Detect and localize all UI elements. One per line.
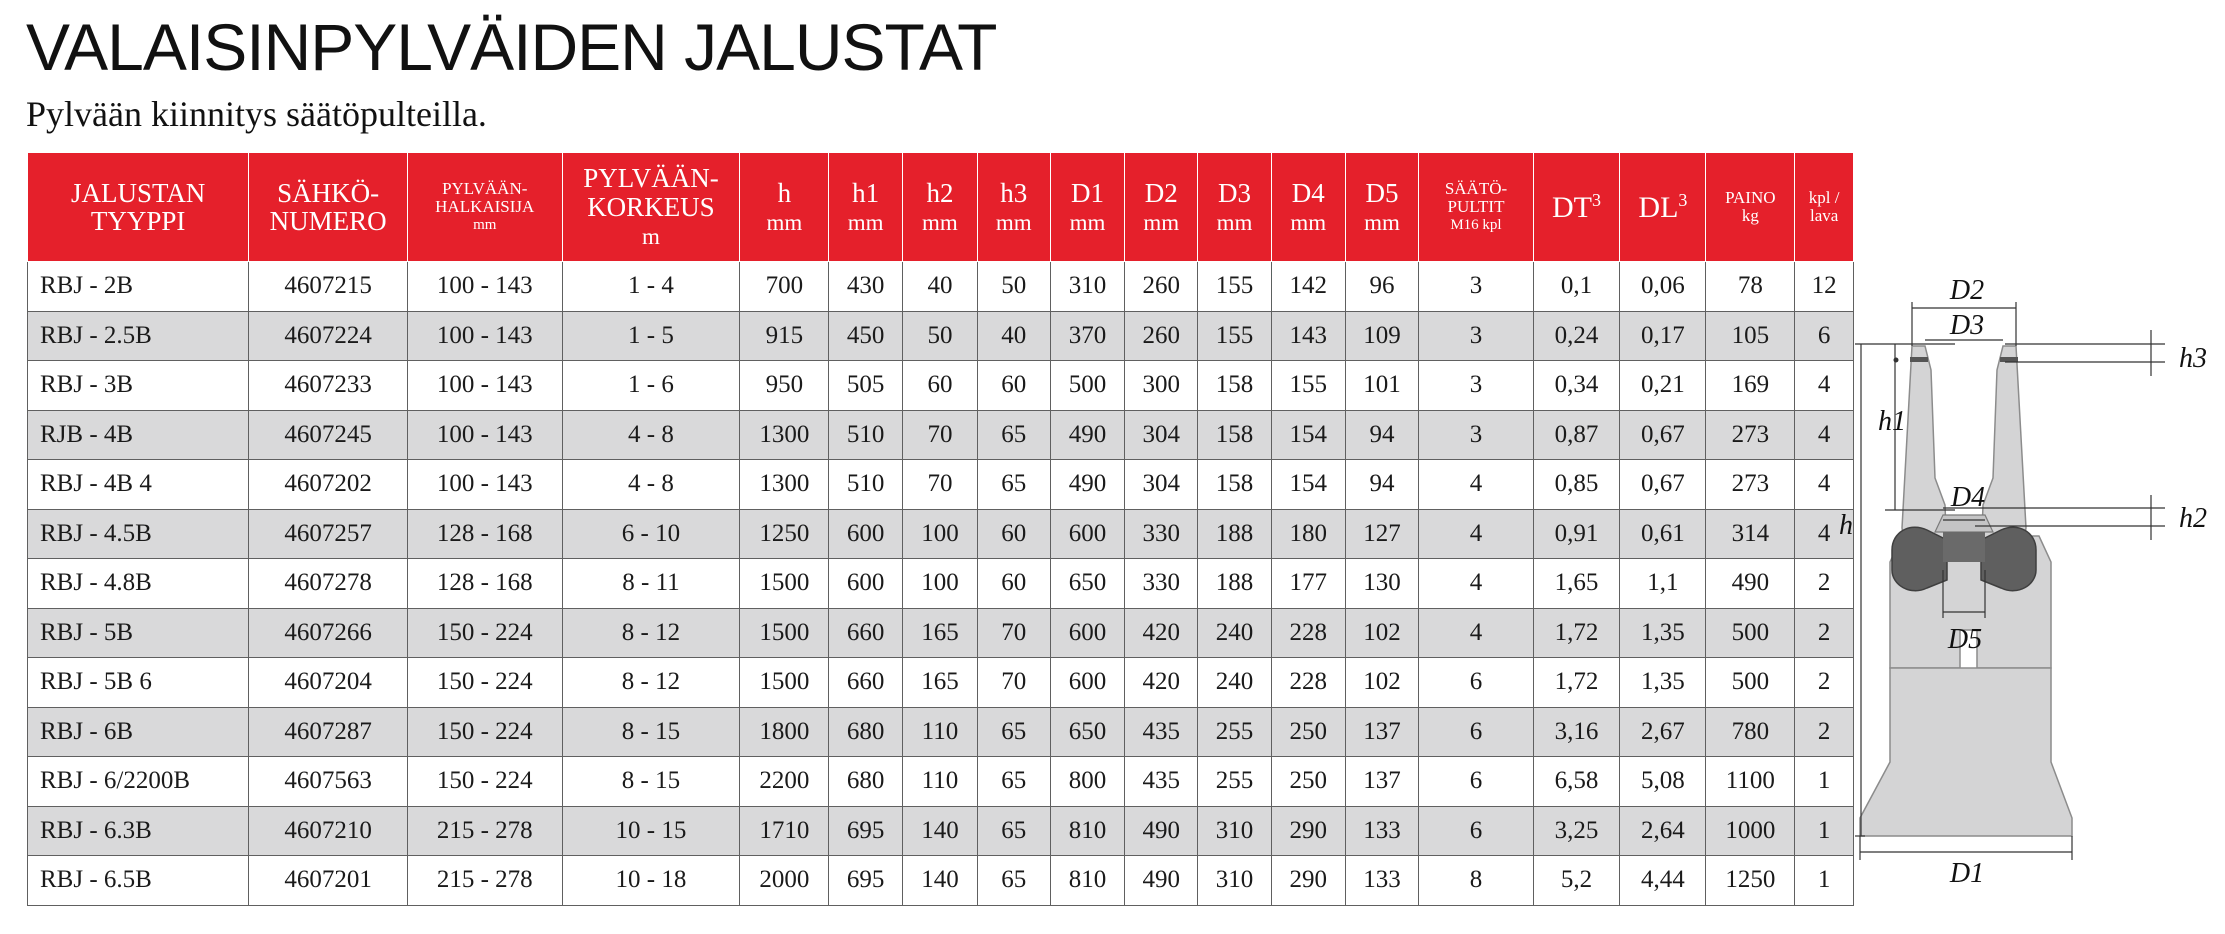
table-cell: 8 - 15 [562,707,740,757]
table-cell: 2 [1795,559,1854,609]
col-header-per-pallet: kpl / lava [1795,153,1854,262]
table-cell: 215 - 278 [407,806,562,856]
table-cell: 142 [1271,262,1345,312]
table-cell: 50 [903,311,978,361]
table-cell: 4 [1419,608,1533,658]
col-header-h3: h3 mm [977,153,1050,262]
table-cell: 1,65 [1533,559,1620,609]
table-cell: 150 - 224 [407,658,562,708]
label-d5: D5 [1947,624,1983,655]
table-cell: 255 [1198,757,1272,807]
table-cell: 2 [1795,608,1854,658]
table-row [28,361,1854,411]
table-cell: 255 [1198,707,1272,757]
table-cell: 0,06 [1620,262,1706,312]
table-cell: 40 [903,262,978,312]
table-header-row [28,153,1854,262]
table-cell: 1 - 6 [562,361,740,411]
table-row [28,509,1854,559]
table-row [28,806,1854,856]
col-header-h1: h1 mm [829,153,903,262]
table-cell: 12 [1795,262,1854,312]
table-cell: 188 [1198,509,1272,559]
table-cell: 140 [903,856,978,906]
table-cell: 1300 [740,460,829,510]
table-cell: 1,72 [1533,658,1620,708]
table-cell: 128 - 168 [407,509,562,559]
table-cell: 4607210 [249,806,408,856]
table-cell: 137 [1345,757,1419,807]
table-cell: 1,72 [1533,608,1620,658]
table-cell: 810 [1050,806,1125,856]
table-row [28,559,1854,609]
cell-type: RBJ - 4B 4 [28,460,249,510]
table-cell: 228 [1271,658,1345,708]
table-cell: 4 - 8 [562,460,740,510]
table-cell: 314 [1706,509,1795,559]
table-row [28,608,1854,658]
table-cell: 4607224 [249,311,408,361]
table-cell: 155 [1271,361,1345,411]
table-cell: 140 [903,806,978,856]
table-cell: 450 [829,311,903,361]
table-cell: 4607278 [249,559,408,609]
table-row [28,460,1854,510]
cell-type: RBJ - 4.8B [28,559,249,609]
table-cell: 150 - 224 [407,707,562,757]
table-cell: 950 [740,361,829,411]
table-cell: 4 [1419,559,1533,609]
table-cell: 100 - 143 [407,361,562,411]
label-d2: D2 [1949,275,1985,306]
table-cell: 70 [903,410,978,460]
table-cell: 3 [1419,262,1533,312]
table-cell: 600 [1050,509,1125,559]
table-cell: 290 [1271,806,1345,856]
rubber-ring-right [1981,527,2036,590]
table-cell: 650 [1050,707,1125,757]
table-cell: 5,08 [1620,757,1706,807]
table-row [28,707,1854,757]
table-cell: 6 [1419,707,1533,757]
table-cell: 0,67 [1620,410,1706,460]
table-cell: 273 [1706,410,1795,460]
table-cell: 310 [1198,856,1272,906]
table-cell: 490 [1706,559,1795,609]
table-cell: 4,44 [1620,856,1706,906]
rubber-ring-center [1943,532,1985,562]
table-cell: 260 [1125,262,1198,312]
table-cell: 10 - 15 [562,806,740,856]
table-cell: 154 [1271,460,1345,510]
table-cell: 4 [1419,460,1533,510]
table-cell: 180 [1271,509,1345,559]
table-cell: 260 [1125,311,1198,361]
table-cell: 0,87 [1533,410,1620,460]
table-cell: 105 [1706,311,1795,361]
table-cell: 4607563 [249,757,408,807]
col-header-bolts: SÄÄTÖ- PULTIT M16 kpl [1419,153,1533,262]
table-cell: 6 [1419,658,1533,708]
table-cell: 5,2 [1533,856,1620,906]
table-cell: 505 [829,361,903,411]
table-cell: 310 [1198,806,1272,856]
table-cell: 420 [1125,658,1198,708]
table-cell: 500 [1706,608,1795,658]
table-row [28,757,1854,807]
table-cell: 133 [1345,806,1419,856]
table-cell: 435 [1125,707,1198,757]
table-cell: 128 - 168 [407,559,562,609]
table-cell: 500 [1050,361,1125,411]
col-header-d1: D1 mm [1050,153,1125,262]
col-header-dt: $DT^3$ [1533,153,1620,262]
table-cell: 490 [1050,410,1125,460]
table-cell: 2000 [740,856,829,906]
table-cell: 10 - 18 [562,856,740,906]
table-cell: 150 - 224 [407,608,562,658]
table-cell: 102 [1345,658,1419,708]
cell-type: RJB - 4B [28,410,249,460]
table-cell: 4 [1795,460,1854,510]
cell-type: RBJ - 5B 6 [28,658,249,708]
table-cell: 1 - 5 [562,311,740,361]
cell-type: RBJ - 4.5B [28,509,249,559]
table-cell: 215 - 278 [407,856,562,906]
label-h2: h2 [2179,503,2207,534]
table-cell: 4 [1419,509,1533,559]
table-cell: 4607266 [249,608,408,658]
table-cell: 1250 [740,509,829,559]
label-d4: D4 [1950,482,1986,513]
table-cell: 435 [1125,757,1198,807]
table-cell: 100 [903,559,978,609]
table-cell: 600 [829,559,903,609]
table-cell: 96 [1345,262,1419,312]
table-cell: 490 [1050,460,1125,510]
table-cell: 150 - 224 [407,757,562,807]
table-cell: 137 [1345,707,1419,757]
table-cell: 94 [1345,460,1419,510]
table-cell: 130 [1345,559,1419,609]
table-cell: 3 [1419,410,1533,460]
table-cell: 228 [1271,608,1345,658]
table-cell: 100 - 143 [407,460,562,510]
table-cell: 8 - 12 [562,658,740,708]
table-cell: 0,61 [1620,509,1706,559]
table-cell: 660 [829,608,903,658]
table-cell: 600 [1050,658,1125,708]
table-cell: 1500 [740,559,829,609]
table-cell: 240 [1198,608,1272,658]
table-cell: 133 [1345,856,1419,906]
table-cell: 155 [1198,311,1272,361]
table-cell: 1710 [740,806,829,856]
label-d1: D1 [1949,858,1985,889]
table-cell: 8 [1419,856,1533,906]
table-cell: 800 [1050,757,1125,807]
table-cell: 60 [903,361,978,411]
col-header-weight: PAINO kg [1706,153,1795,262]
table-cell: 65 [977,410,1050,460]
table-cell: 0,24 [1533,311,1620,361]
table-cell: 2 [1795,707,1854,757]
table-cell: 65 [977,856,1050,906]
table-cell: 0,34 [1533,361,1620,411]
table-cell: 1250 [1706,856,1795,906]
table-cell: 250 [1271,757,1345,807]
table-cell: 65 [977,757,1050,807]
table-cell: 143 [1271,311,1345,361]
col-header-dl: $DL^3$ [1620,153,1706,262]
table-cell: 6 [1419,806,1533,856]
col-header-h: h mm [740,153,829,262]
table-cell: 500 [1706,658,1795,708]
table-cell: 1 [1795,856,1854,906]
table-cell: 6 [1795,311,1854,361]
table-cell: 290 [1271,856,1345,906]
table-cell: 165 [903,608,978,658]
table-cell: 109 [1345,311,1419,361]
table-cell: 0,17 [1620,311,1706,361]
cell-type: RBJ - 6.3B [28,806,249,856]
label-d3: D3 [1949,310,1985,341]
table-cell: 1 - 4 [562,262,740,312]
table-cell: 1,1 [1620,559,1706,609]
table-row [28,410,1854,460]
table-cell: 304 [1125,410,1198,460]
table-cell: 1000 [1706,806,1795,856]
table-cell: 304 [1125,460,1198,510]
table-cell: 330 [1125,509,1198,559]
table-cell: 1300 [740,410,829,460]
table-cell: 3 [1419,311,1533,361]
table-cell: 60 [977,361,1050,411]
table-cell: 2,67 [1620,707,1706,757]
table-cell: 70 [903,460,978,510]
table-cell: 6 - 10 [562,509,740,559]
table-cell: 50 [977,262,1050,312]
page-title: VALAISINPYLVÄIDEN JALUSTAT [26,10,997,84]
cell-type: RBJ - 6/2200B [28,757,249,807]
table-cell: 65 [977,707,1050,757]
cell-type: RBJ - 2B [28,262,249,312]
table-cell: 101 [1345,361,1419,411]
table-cell: 2 [1795,658,1854,708]
table-cell: 154 [1271,410,1345,460]
table-cell: 8 - 15 [562,757,740,807]
table-cell: 0,91 [1533,509,1620,559]
table-cell: 102 [1345,608,1419,658]
table-cell: 100 - 143 [407,410,562,460]
table-cell: 430 [829,262,903,312]
col-header-diameter: PYLVÄÄN- HALKAISIJA mm [407,153,562,262]
col-header-d4: D4 mm [1271,153,1345,262]
table-cell: 158 [1198,410,1272,460]
col-header-d5: D5 mm [1345,153,1419,262]
cell-type: RBJ - 5B [28,608,249,658]
table-cell: 810 [1050,856,1125,906]
table-cell: 1100 [1706,757,1795,807]
bolt-right [2000,357,2018,362]
table-cell: 158 [1198,361,1272,411]
page-subtitle: Pylvään kiinnitys säätöpulteilla. [26,94,487,134]
col-header-d3: D3 mm [1198,153,1272,262]
table-cell: 0,85 [1533,460,1620,510]
table-cell: 490 [1125,806,1198,856]
table-cell: 700 [740,262,829,312]
table-cell: 3 [1419,361,1533,411]
table-cell: 695 [829,856,903,906]
bolt-dot [1894,358,1899,363]
table-cell: 4 [1795,509,1854,559]
label-h: h [1839,510,1853,541]
col-header-d2: D2 mm [1125,153,1198,262]
table-cell: 4607257 [249,509,408,559]
table-cell: 155 [1198,262,1272,312]
table-cell: 1 [1795,757,1854,807]
table-body [28,262,1854,906]
table-cell: 127 [1345,509,1419,559]
cell-type: RBJ - 2.5B [28,311,249,361]
table-cell: 1800 [740,707,829,757]
table-row [28,658,1854,708]
table-cell: 4607215 [249,262,408,312]
table-cell: 8 - 11 [562,559,740,609]
table-cell: 600 [1050,608,1125,658]
cell-type: RBJ - 3B [28,361,249,411]
base-bottom-flare [1860,668,2072,836]
table-cell: 680 [829,757,903,807]
table-cell: 40 [977,311,1050,361]
table-cell: 188 [1198,559,1272,609]
table-cell: 680 [829,707,903,757]
table-cell: 100 - 143 [407,262,562,312]
col-header-height: PYLVÄÄN- KORKEUS m [562,153,740,262]
table-cell: 1,35 [1620,608,1706,658]
table-row [28,856,1854,906]
table-cell: 4 - 8 [562,410,740,460]
table-cell: 60 [977,509,1050,559]
table-cell: 510 [829,410,903,460]
socket-bottom-plate [1935,515,1993,532]
cell-type: RBJ - 6.5B [28,856,249,906]
table-cell: 4607245 [249,410,408,460]
table-cell: 1500 [740,658,829,708]
table-cell: 780 [1706,707,1795,757]
table-cell: 650 [1050,559,1125,609]
table-cell: 4607287 [249,707,408,757]
table-cell: 1 [1795,806,1854,856]
table-cell: 4607204 [249,658,408,708]
table-cell: 4607233 [249,361,408,411]
table-cell: 3,16 [1533,707,1620,757]
table-cell: 100 [903,509,978,559]
table-cell: 1,35 [1620,658,1706,708]
cell-type: RBJ - 6B [28,707,249,757]
rubber-ring [1892,527,1947,590]
table-cell: 0,21 [1620,361,1706,411]
table-cell: 94 [1345,410,1419,460]
table-cell: 330 [1125,559,1198,609]
table-cell: 4607202 [249,460,408,510]
table-cell: 100 - 143 [407,311,562,361]
table-cell: 6 [1419,757,1533,807]
table-cell: 310 [1050,262,1125,312]
table-cell: 600 [829,509,903,559]
base-diagram [1839,270,2225,889]
table-cell: 0,67 [1620,460,1706,510]
table-cell: 273 [1706,460,1795,510]
table-cell: 370 [1050,311,1125,361]
table-cell: 4 [1795,361,1854,411]
table-cell: 490 [1125,856,1198,906]
table-cell: 420 [1125,608,1198,658]
table-cell: 78 [1706,262,1795,312]
table-cell: 2,64 [1620,806,1706,856]
table-cell: 0,1 [1533,262,1620,312]
spec-table [27,152,1854,906]
table-cell: 169 [1706,361,1795,411]
table-cell: 65 [977,460,1050,510]
table-cell: 60 [977,559,1050,609]
table-cell: 695 [829,806,903,856]
table-cell: 8 - 12 [562,608,740,658]
table-cell: 158 [1198,460,1272,510]
label-h3: h3 [2179,343,2207,374]
table-cell: 3,25 [1533,806,1620,856]
table-cell: 240 [1198,658,1272,708]
table-cell: 660 [829,658,903,708]
table-cell: 110 [903,707,978,757]
table-cell: 70 [977,608,1050,658]
table-cell: 300 [1125,361,1198,411]
table-cell: 4607201 [249,856,408,906]
table-cell: 177 [1271,559,1345,609]
table-cell: 6,58 [1533,757,1620,807]
col-header-number: SÄHKÖ- NUMERO [249,153,408,262]
label-h1: h1 [1878,406,1906,437]
table-cell: 510 [829,460,903,510]
table-row [28,311,1854,361]
col-header-type: JALUSTAN TYYPPI [28,153,249,262]
col-header-h2: h2 mm [903,153,978,262]
table-cell: 915 [740,311,829,361]
table-cell: 110 [903,757,978,807]
table-cell: 165 [903,658,978,708]
table-cell: 250 [1271,707,1345,757]
bolt-left [1910,357,1928,362]
table-cell: 65 [977,806,1050,856]
table-cell: 70 [977,658,1050,708]
table-row [28,262,1854,312]
table-cell: 1500 [740,608,829,658]
table-cell: 4 [1795,410,1854,460]
table-cell: 2200 [740,757,829,807]
